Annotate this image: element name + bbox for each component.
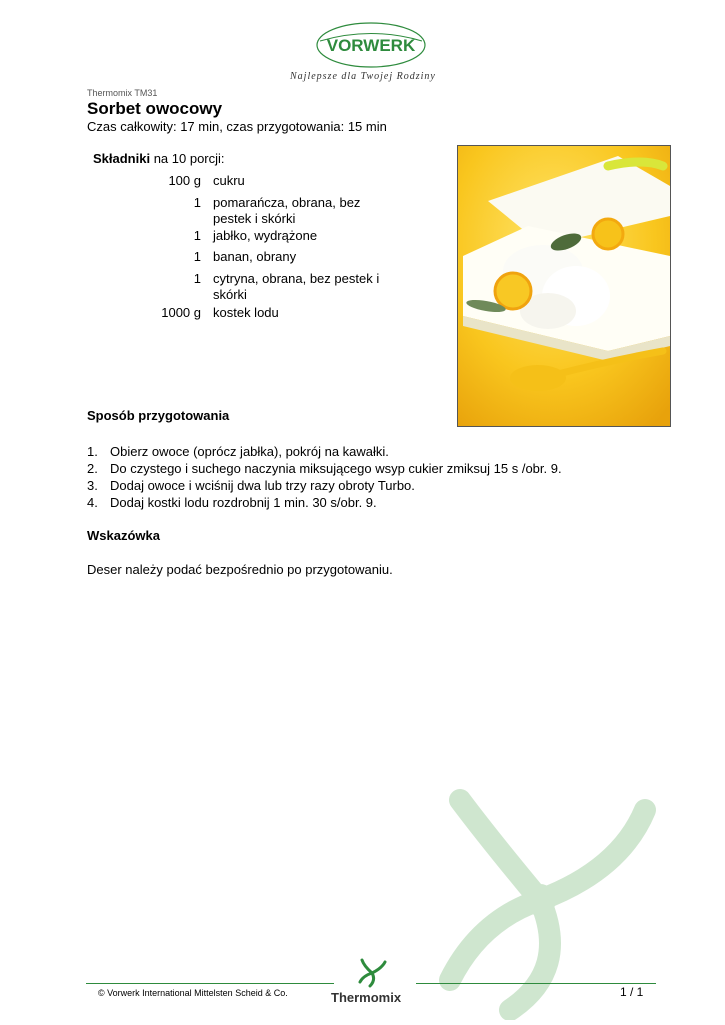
step-item bbox=[87, 460, 562, 477]
ingredient-name: banan, obrany bbox=[213, 249, 297, 264]
page-number: 1 / 1 bbox=[620, 985, 644, 999]
steps-list bbox=[87, 443, 562, 511]
step-item bbox=[87, 443, 562, 460]
thermomix-brand-text: Thermomix bbox=[331, 990, 402, 1005]
method-heading: Sposób przygotowania bbox=[87, 408, 230, 423]
ingredients-heading bbox=[93, 151, 225, 166]
step-text: Do czystego i suchego naczynia miksującego wsyp cukier zmiksuj 15 s /obr. 9. bbox=[110, 461, 562, 476]
step-number: 4. bbox=[87, 495, 98, 510]
step-text: Dodaj owoce i wciśnij dwa lub trzy razy obroty Turbo. bbox=[110, 478, 415, 493]
ingredient-amount: 100 g bbox=[168, 173, 201, 188]
ingredient-name: jabłko, wydrążone bbox=[213, 228, 318, 243]
step-text: Obierz owoce (oprócz jabłka), pokrój na kawałki. bbox=[110, 444, 389, 459]
step-item bbox=[87, 477, 562, 494]
vorwerk-logo bbox=[316, 22, 426, 68]
copyright-text: © Vorwerk International Mittelsten Scheid & Co. bbox=[98, 988, 288, 998]
step-item bbox=[87, 494, 562, 511]
sorbet-photo bbox=[457, 145, 671, 427]
recipe-times: Czas całkowity: 17 min, czas przygotowania: 15 min bbox=[87, 119, 387, 134]
recipe-title: Sorbet owocowy bbox=[87, 99, 223, 118]
footer-divider bbox=[86, 983, 334, 984]
model-label: Thermomix TM31 bbox=[87, 88, 158, 98]
portions-text: na 10 porcji: bbox=[150, 151, 225, 166]
step-number: 2. bbox=[87, 461, 98, 476]
footer-divider bbox=[416, 983, 656, 984]
step-number: 3. bbox=[87, 478, 98, 493]
tip-text: Deser należy podać bezpośrednio po przygotowaniu. bbox=[87, 562, 393, 577]
brand-slogan: Najlepsze dla Twojej Rodziny bbox=[290, 71, 436, 82]
ingredient-amount: 1 bbox=[193, 228, 201, 243]
ingredient-name: cytryna, obrana, bez pestek i skórki bbox=[213, 271, 380, 302]
ingredient-amount: 1 bbox=[193, 195, 201, 210]
ingredient-name: kostek lodu bbox=[213, 305, 279, 320]
tip-heading: Wskazówka bbox=[87, 528, 160, 543]
brand-name: VORWERK bbox=[326, 36, 416, 55]
step-text: Dodaj kostki lodu rozdrobnij 1 min. 30 s/obr. 9. bbox=[110, 495, 377, 510]
ingredient-name: pomarańcza, obrana, bez pestek i skórki bbox=[213, 195, 361, 226]
ingredient-amount: 1 bbox=[193, 249, 201, 264]
thermomix-watermark-icon bbox=[420, 780, 670, 1020]
ingredient-amount: 1 bbox=[193, 271, 201, 286]
ingredient-amount: 1000 g bbox=[161, 305, 201, 320]
ingredients-label: Składniki bbox=[93, 151, 151, 166]
ingredient-name: cukru bbox=[213, 173, 245, 188]
step-number: 1. bbox=[87, 444, 98, 459]
